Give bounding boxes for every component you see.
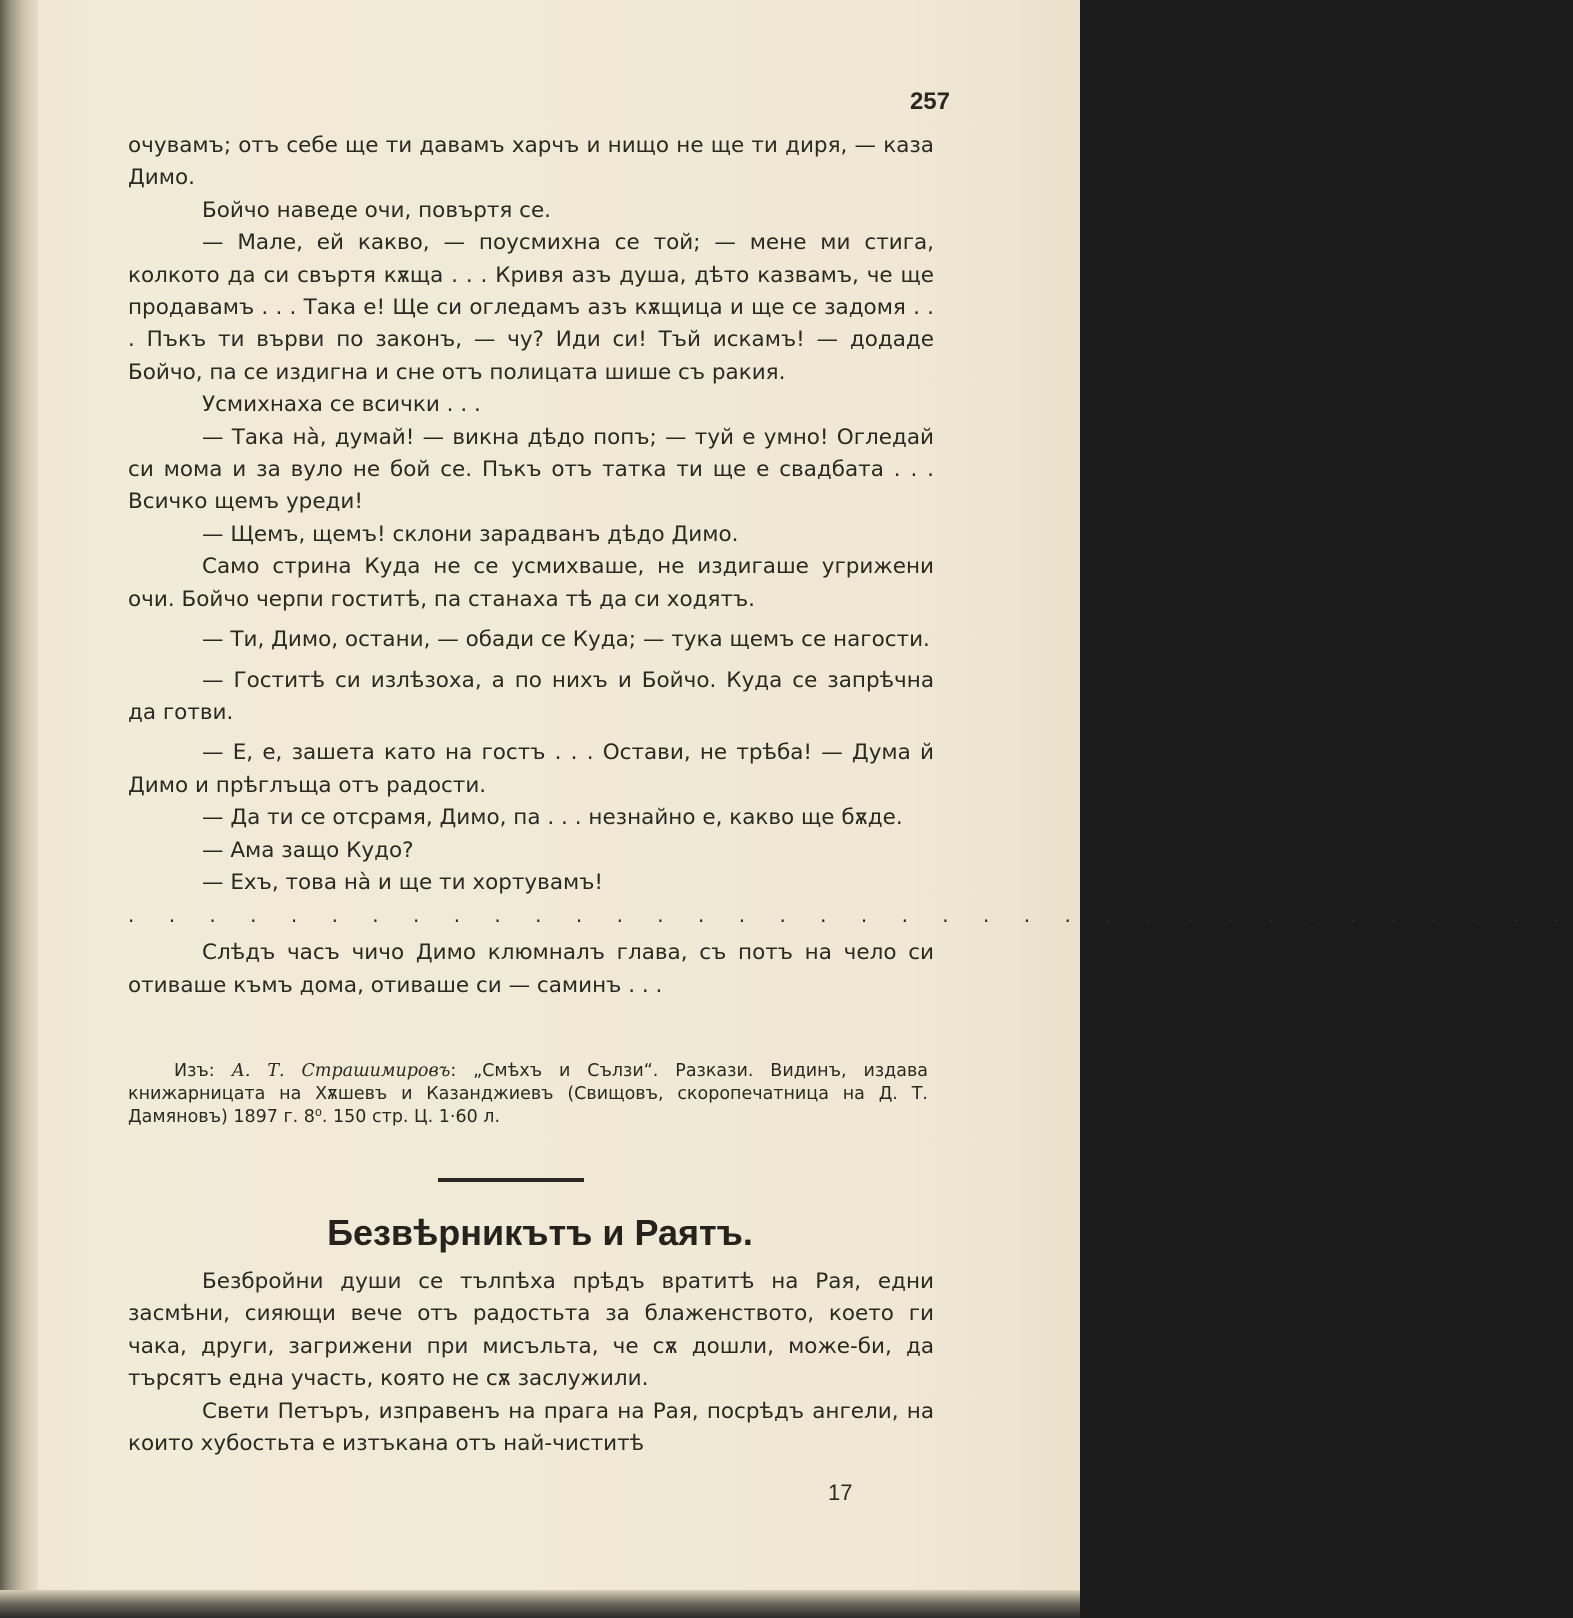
paragraph: — Мале, ей какво, — поусмихна се той; — мене ми стига, колкото да си свъртя кѫща . . . Кривя азъ душа, дѣто казвамъ, че ще продавамъ . . . Така е! Ще си огледамъ азъ кѫщица и ще се задомя . . . Пъкъ ти върви по законъ, — чу? Иди си! Тъй искамъ! — додаде Бойчо, па се издигна и сне отъ полицата шише съ ракия. <box>128 230 934 385</box>
printer-signature-mark: 17 <box>828 1480 853 1505</box>
paragraph: — Ти, Димо, остани, — обади се Куда; — тука щемъ се нагости. <box>202 627 930 653</box>
page-number: 257 <box>909 88 950 115</box>
citation-intro: Изъ: <box>174 1061 215 1081</box>
paragraph: Усмихнаха се всички . . . <box>202 392 481 418</box>
paragraph: Свети Петъръ, изправенъ на прага на Рая, посрѣдъ ангели, на които хубостьта е изтъкана отъ най-чиститѣ <box>128 1398 934 1457</box>
book-spine-shadow <box>0 0 38 1618</box>
paragraph: — Гоститѣ си излѣзоха, а по нихъ и Бойчо. Куда се запрѣчна да готви. <box>128 667 934 725</box>
paragraph: — Ама защо Кудо? <box>202 837 414 863</box>
paragraph: — Така нà, думай! — викна дѣдо попъ; — туй е умно! Огледай си мома и за вуло не бой се. Пъкъ отъ татка ти ще е свадбата . . . Всичко щемъ уреди! <box>128 424 934 515</box>
page-bottom-edge <box>0 1590 1080 1618</box>
section-divider-rule <box>438 1178 584 1182</box>
paragraph: — Е, е, зашета като на гостъ . . . Остави, не трѣба! — Дума й Димо и прѣглъща отъ радости. <box>128 740 934 798</box>
paragraph: — Да ти се отсрамя, Димо, па . . . незнайно е, какво ще бѫде. <box>202 805 903 831</box>
paragraph: Бойчо наведе очи, повъртя се. <box>202 197 552 223</box>
paragraph: — Щемъ, щемъ! склони зарадванъ дѣдо Димо. <box>202 521 739 547</box>
paragraph: — Ехъ, това нà и ще ти хортувамъ! <box>202 869 604 895</box>
story-title: Безвѣрникътъ и Раятъ. <box>327 1212 753 1253</box>
paragraph: очувамъ; отъ себе ще ти давамъ харчъ и нищо не ще ти диря, — каза Димо. <box>128 133 934 191</box>
citation-details: : „Смѣхъ и Сълзи“. Разкази. Видинъ, издава книжарницата на Хѫшевъ и Казанджиевъ (Свищовъ, скоропечатница на Д. Т. Дамяновъ) 1897 г. 8⁰. 150 стр. Ц. 1·60 л. <box>128 1061 928 1127</box>
story-ending-text <box>128 130 1573 1002</box>
citation-author: А. Т. Страшимировъ <box>231 1061 451 1081</box>
paragraph: Безбройни души се тълпѣха прѣдъ вратитѣ на Рая, едни засмѣни, сияющи вече отъ радостьта за блаженството, което ги чака, други, загрижени при мисъльта, че сѫ дошли, може-би, да търсятъ една участь, която не сѫ заслужили. <box>128 1269 934 1392</box>
source-citation <box>128 1060 928 1129</box>
new-story-text <box>128 1266 934 1460</box>
section-dots-separator: . . . . . . . . . . . . . . . . . . . . . . . . . . . . . . . . . . . . <box>128 903 1573 928</box>
paragraph: Само стрина Куда не се усмихваше, не издигаше угрижени очи. Бойчо черпи гоститѣ, па станаха тѣ да си ходятъ. <box>128 554 934 612</box>
closing-paragraph: Слѣдъ часъ чичо Димо клюмналъ глава, съ потъ на чело си отиваше къмъ дома, отиваше си — саминъ . . . <box>128 940 934 998</box>
